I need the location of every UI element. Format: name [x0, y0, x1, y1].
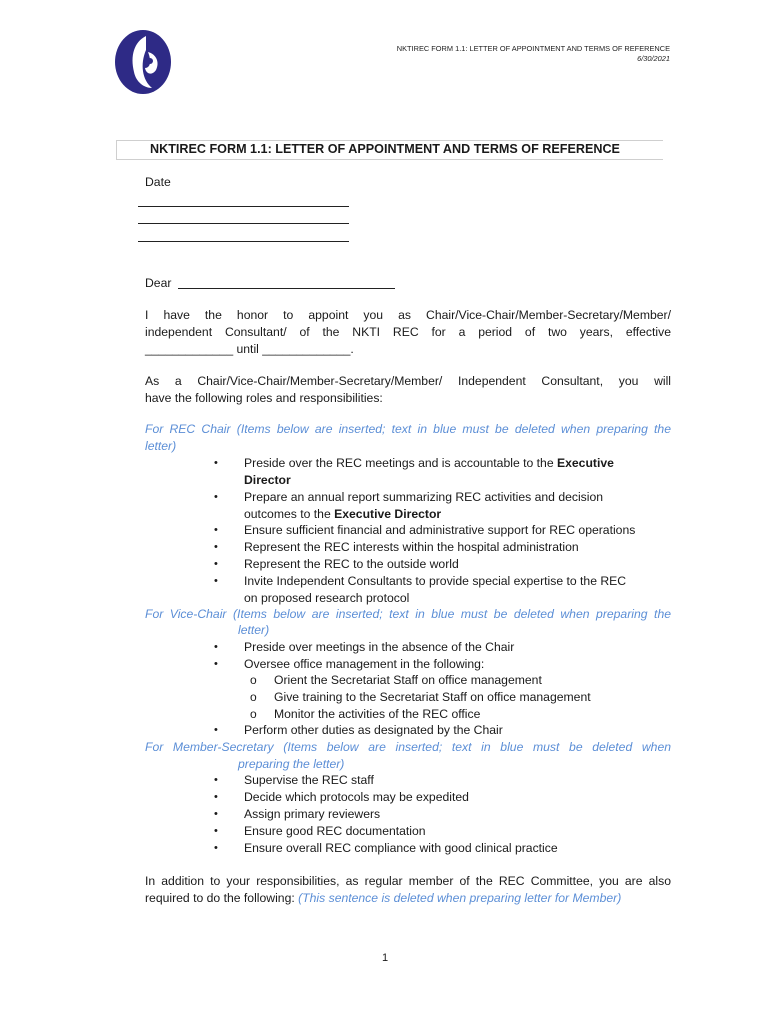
bullet: • [214, 724, 218, 736]
dear-label: Dear [145, 276, 172, 290]
list-item: Ensure good REC documentation [244, 824, 426, 838]
vice-chair-heading-line-2: letter) [238, 623, 270, 637]
sub-list-item: Give training to the Secretariat Staff on office management [274, 690, 591, 704]
bullet: • [214, 791, 218, 803]
address-line-1 [138, 206, 349, 207]
sub-list-item: Orient the Secretariat Staff on office management [274, 673, 542, 687]
institution-logo [112, 28, 174, 96]
bullet: • [214, 808, 218, 820]
dear-name-line [178, 288, 395, 289]
bullet: • [214, 558, 218, 570]
member-secretary-heading-line-2: preparing the letter) [238, 757, 345, 771]
sub-bullet: o [250, 707, 257, 721]
bullet: • [214, 774, 218, 786]
list-item: Assign primary reviewers [244, 807, 381, 821]
bullet: • [214, 457, 218, 469]
list-item: Supervise the REC staff [244, 773, 374, 787]
address-line-2 [138, 223, 349, 224]
intro-line-1: I have the honor to appoint you as Chair/Vice-Chair/Member-Secretary/Member/ [145, 308, 671, 322]
page-header [397, 44, 670, 64]
address-line-3 [138, 241, 349, 242]
bullet: • [214, 641, 218, 653]
roles-line-2: have the following roles and responsibilities: [145, 391, 383, 405]
member-secretary-heading-line-1: For Member-Secretary (Items below are inserted; text in blue must be deleted when [145, 740, 671, 754]
list-item: Oversee office management in the following: [244, 657, 485, 671]
bullet: • [214, 825, 218, 837]
header-date: 6/30/2021 [637, 54, 670, 63]
list-item: Ensure overall REC compliance with good clinical practice [244, 841, 558, 855]
list-item: Invite Independent Consultants to provide special expertise to the REC on proposed research protocol [244, 574, 627, 605]
intro-line-2: independent Consultant/ of the NKTI REC for a period of two years, effective [145, 325, 671, 339]
list-item: Represent the REC to the outside world [244, 557, 459, 571]
header-form-ref: NKTIREC FORM 1.1: LETTER OF APPOINTMENT AND TERMS OF REFERENCE [396, 44, 670, 53]
list-item: Preside over the REC meetings and is accountable to the Executive Director [244, 456, 614, 487]
bullet: • [214, 575, 218, 587]
sub-bullet: o [250, 690, 257, 704]
list-item: Represent the REC interests within the hospital administration [244, 540, 579, 554]
vice-chair-heading-line-1: For Vice-Chair (Items below are inserted; text in blue must be deleted when preparing the [145, 607, 671, 621]
closing-blue-note: (This sentence is deleted when preparing letter for Member) [298, 891, 622, 905]
list-item: Perform other duties as designated by the Chair [244, 723, 503, 737]
sub-bullet: o [250, 673, 257, 687]
list-item: Prepare an annual report summarizing REC activities and decision outcomes to the Executive Director [244, 490, 604, 521]
page-number: 1 [381, 952, 389, 964]
chair-heading-line-1: For REC Chair (Items below are inserted; text in blue must be deleted when preparing the [145, 422, 671, 436]
roles-line-1: As a Chair/Vice-Chair/Member-Secretary/Member/ Independent Consultant, you will [145, 374, 671, 388]
bullet: • [214, 842, 218, 854]
bullet: • [214, 658, 218, 670]
closing-line-1: In addition to your responsibilities, as regular member of the REC Committee, you are also [145, 874, 671, 888]
list-item: Ensure sufficient financial and administrative support for REC operations [244, 523, 636, 537]
sub-list-item: Monitor the activities of the REC office [274, 707, 481, 721]
list-item: Decide which protocols may be expedited [244, 790, 469, 804]
chair-heading-line-2: letter) [145, 439, 177, 453]
bullet: • [214, 524, 218, 536]
page-title: NKTIREC FORM 1.1: LETTER OF APPOINTMENT AND TERMS OF REFERENCE [150, 142, 620, 156]
closing-line-2: required to do the following: (This sentence is deleted when preparing letter for Member) [145, 891, 622, 905]
list-item: Preside over meetings in the absence of the Chair [244, 640, 515, 654]
intro-line-3: _____________ until _____________. [145, 342, 354, 356]
date-label: Date [145, 175, 171, 189]
bullet: • [214, 491, 218, 503]
bullet: • [214, 541, 218, 553]
